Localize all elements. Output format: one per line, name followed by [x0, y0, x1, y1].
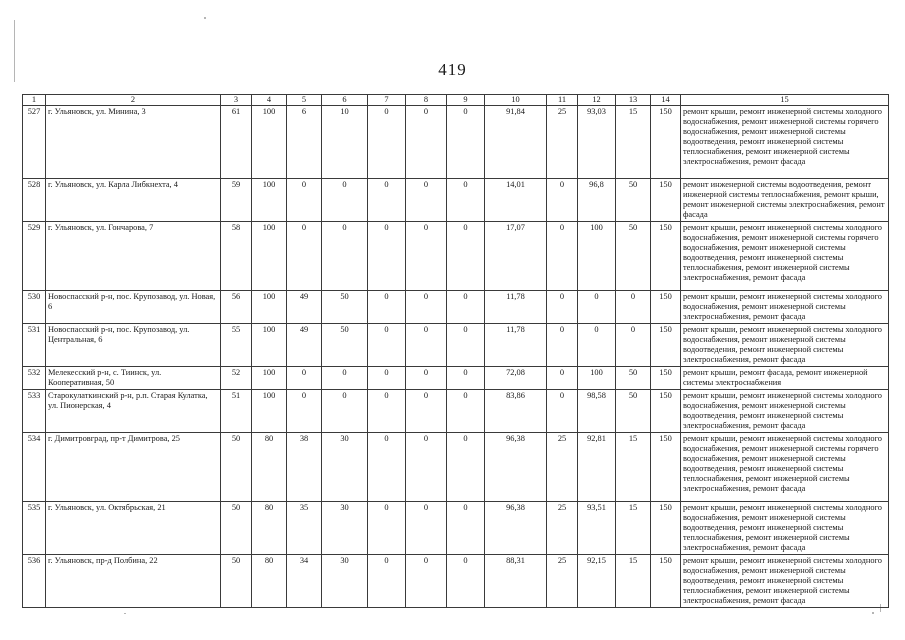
- column-number: 2: [46, 95, 221, 106]
- value-c3: 59: [221, 179, 252, 222]
- value-c6: 30: [322, 555, 368, 608]
- value-c9: 0: [447, 555, 485, 608]
- value-c6: 50: [322, 291, 368, 324]
- works-list-cell: ремонт крыши, ремонт инженерной системы холодного водоснабжения, ремонт инженерной системы водоотведения, ремонт инженерной системы электроснабжения, ремонт фасада: [681, 390, 889, 433]
- table-header: [23, 95, 889, 106]
- value-c9: 0: [447, 222, 485, 291]
- value-c14: 150: [651, 502, 681, 555]
- value-c11: 0: [547, 291, 578, 324]
- value-c6: 0: [322, 222, 368, 291]
- row-number: 535: [23, 502, 46, 555]
- value-c3: 51: [221, 390, 252, 433]
- table-row: [23, 390, 889, 433]
- value-c14: 150: [651, 555, 681, 608]
- works-list-cell: ремонт крыши, ремонт фасада, ремонт инженерной системы электроснабжения: [681, 367, 889, 390]
- value-c14: 150: [651, 179, 681, 222]
- value-c3: 58: [221, 222, 252, 291]
- value-c10: 88,31: [485, 555, 547, 608]
- table-row: [23, 324, 889, 367]
- value-c12: 96,8: [578, 179, 616, 222]
- value-c5: 34: [287, 555, 322, 608]
- value-c5: 0: [287, 222, 322, 291]
- table-row: [23, 555, 889, 608]
- works-list-cell: ремонт крыши, ремонт инженерной системы холодного водоснабжения, ремонт инженерной системы горячего водоснабжения, ремонт инженерной системы водоотведения, ремонт инженерной системы теплоснабжения, ремонт инженерной системы электроснабжения, ремонт фасада: [681, 433, 889, 502]
- value-c7: 0: [368, 106, 406, 179]
- value-c6: 50: [322, 324, 368, 367]
- value-c14: 150: [651, 324, 681, 367]
- value-c13: 15: [616, 106, 651, 179]
- row-number: 532: [23, 367, 46, 390]
- value-c5: 38: [287, 433, 322, 502]
- value-c10: 96,38: [485, 502, 547, 555]
- value-c13: 0: [616, 291, 651, 324]
- value-c11: 0: [547, 390, 578, 433]
- value-c4: 100: [252, 367, 287, 390]
- value-c10: 83,86: [485, 390, 547, 433]
- value-c5: 0: [287, 367, 322, 390]
- value-c13: 15: [616, 555, 651, 608]
- value-c3: 50: [221, 502, 252, 555]
- address-cell: г. Ульяновск, ул. Гончарова, 7: [46, 222, 221, 291]
- address-cell: г. Ульяновск, ул. Октябрьская, 21: [46, 502, 221, 555]
- value-c6: 30: [322, 433, 368, 502]
- address-cell: г. Ульяновск, пр-д Полбина, 22: [46, 555, 221, 608]
- column-number: 11: [547, 95, 578, 106]
- address-cell: Мелекесский р-н, с. Тиинск, ул. Кооперативная, 50: [46, 367, 221, 390]
- value-c7: 0: [368, 179, 406, 222]
- value-c13: 50: [616, 390, 651, 433]
- column-number: 10: [485, 95, 547, 106]
- value-c12: 98,58: [578, 390, 616, 433]
- value-c7: 0: [368, 390, 406, 433]
- value-c8: 0: [406, 502, 447, 555]
- value-c4: 100: [252, 106, 287, 179]
- table-row: [23, 106, 889, 179]
- value-c8: 0: [406, 291, 447, 324]
- value-c7: 0: [368, 502, 406, 555]
- address-cell: Новоспасский р-н, пос. Крупозавод, ул. Новая, 6: [46, 291, 221, 324]
- value-c8: 0: [406, 433, 447, 502]
- value-c4: 100: [252, 291, 287, 324]
- value-c3: 50: [221, 433, 252, 502]
- value-c12: 92,81: [578, 433, 616, 502]
- column-number: 9: [447, 95, 485, 106]
- page-number: 419: [438, 60, 467, 79]
- value-c12: 0: [578, 324, 616, 367]
- value-c13: 50: [616, 222, 651, 291]
- value-c8: 0: [406, 324, 447, 367]
- address-cell: г. Димитровград, пр-т Димитрова, 25: [46, 433, 221, 502]
- value-c10: 91,84: [485, 106, 547, 179]
- address-cell: Новоспасский р-н, пос. Крупозавод, ул. Центральная, 6: [46, 324, 221, 367]
- row-number: 530: [23, 291, 46, 324]
- value-c14: 150: [651, 367, 681, 390]
- table-row: [23, 367, 889, 390]
- value-c5: 0: [287, 390, 322, 433]
- value-c12: 100: [578, 367, 616, 390]
- column-number: 7: [368, 95, 406, 106]
- address-cell: г. Ульяновск, ул. Карла Либкнехта, 4: [46, 179, 221, 222]
- value-c3: 52: [221, 367, 252, 390]
- value-c7: 0: [368, 291, 406, 324]
- value-c8: 0: [406, 222, 447, 291]
- value-c9: 0: [447, 179, 485, 222]
- value-c5: 35: [287, 502, 322, 555]
- address-cell: Старокулаткинский р-н, р.п. Старая Кулатка, ул. Пионерская, 4: [46, 390, 221, 433]
- value-c14: 150: [651, 291, 681, 324]
- value-c13: 15: [616, 433, 651, 502]
- value-c9: 0: [447, 502, 485, 555]
- scan-dot: [872, 612, 874, 614]
- value-c12: 93,51: [578, 502, 616, 555]
- table-row: [23, 502, 889, 555]
- value-c5: 0: [287, 179, 322, 222]
- value-c9: 0: [447, 433, 485, 502]
- value-c4: 100: [252, 390, 287, 433]
- value-c4: 100: [252, 222, 287, 291]
- row-number: 533: [23, 390, 46, 433]
- value-c7: 0: [368, 324, 406, 367]
- value-c6: 0: [322, 179, 368, 222]
- value-c11: 25: [547, 106, 578, 179]
- value-c3: 56: [221, 291, 252, 324]
- value-c3: 50: [221, 555, 252, 608]
- register-table: [22, 94, 889, 608]
- value-c7: 0: [368, 433, 406, 502]
- value-c14: 150: [651, 222, 681, 291]
- value-c8: 0: [406, 555, 447, 608]
- value-c7: 0: [368, 367, 406, 390]
- works-list-cell: ремонт крыши, ремонт инженерной системы холодного водоснабжения, ремонт инженерной системы водоотведения, ремонт инженерной системы теплоснабжения, ремонт инженерной системы электроснабжения, ремонт фасада: [681, 502, 889, 555]
- value-c6: 10: [322, 106, 368, 179]
- column-number: 14: [651, 95, 681, 106]
- table-row: [23, 179, 889, 222]
- value-c11: 0: [547, 179, 578, 222]
- value-c3: 55: [221, 324, 252, 367]
- value-c6: 0: [322, 390, 368, 433]
- value-c4: 80: [252, 433, 287, 502]
- value-c11: 25: [547, 502, 578, 555]
- table-body: [23, 106, 889, 608]
- column-number: 3: [221, 95, 252, 106]
- value-c10: 11,78: [485, 291, 547, 324]
- value-c9: 0: [447, 324, 485, 367]
- value-c8: 0: [406, 179, 447, 222]
- works-list-cell: ремонт крыши, ремонт инженерной системы холодного водоснабжения, ремонт инженерной системы водоотведения, ремонт инженерной системы электроснабжения, ремонт фасада: [681, 324, 889, 367]
- value-c10: 11,78: [485, 324, 547, 367]
- value-c10: 14,01: [485, 179, 547, 222]
- value-c4: 100: [252, 179, 287, 222]
- value-c11: 0: [547, 324, 578, 367]
- works-list-cell: ремонт крыши, ремонт инженерной системы холодного водоснабжения, ремонт инженерной системы горячего водоснабжения, ремонт инженерной системы водоотведения, ремонт инженерной системы теплоснабжения, ремонт инженерной системы электроснабжения, ремонт фасада: [681, 222, 889, 291]
- value-c14: 150: [651, 106, 681, 179]
- value-c14: 150: [651, 433, 681, 502]
- scan-dot: [204, 17, 206, 19]
- value-c12: 100: [578, 222, 616, 291]
- column-number: 4: [252, 95, 287, 106]
- address-cell: г. Ульяновск, ул. Минина, 3: [46, 106, 221, 179]
- row-number: 528: [23, 179, 46, 222]
- value-c7: 0: [368, 222, 406, 291]
- value-c10: 72,08: [485, 367, 547, 390]
- row-number: 531: [23, 324, 46, 367]
- value-c11: 0: [547, 367, 578, 390]
- value-c5: 6: [287, 106, 322, 179]
- value-c11: 0: [547, 222, 578, 291]
- value-c12: 92,15: [578, 555, 616, 608]
- scan-dot: [124, 613, 126, 614]
- value-c8: 0: [406, 390, 447, 433]
- column-number-row: [23, 95, 889, 106]
- value-c13: 15: [616, 502, 651, 555]
- value-c7: 0: [368, 555, 406, 608]
- works-list-cell: ремонт инженерной системы водоотведения, ремонт инженерной системы теплоснабжения, ремонт крыши, ремонт инженерной системы электроснабжения, ремонт фасада: [681, 179, 889, 222]
- column-number: 6: [322, 95, 368, 106]
- works-list-cell: ремонт крыши, ремонт инженерной системы холодного водоснабжения, ремонт инженерной системы горячего водоснабжения, ремонт инженерной системы водоотведения, ремонт инженерной системы теплоснабжения, ремонт инженерной системы электроснабжения, ремонт фасада: [681, 106, 889, 179]
- value-c13: 50: [616, 179, 651, 222]
- value-c12: 93,03: [578, 106, 616, 179]
- column-number: 1: [23, 95, 46, 106]
- column-number: 5: [287, 95, 322, 106]
- table-row: [23, 433, 889, 502]
- row-number: 534: [23, 433, 46, 502]
- column-number: 8: [406, 95, 447, 106]
- value-c5: 49: [287, 291, 322, 324]
- value-c9: 0: [447, 106, 485, 179]
- works-list-cell: ремонт крыши, ремонт инженерной системы холодного водоснабжения, ремонт инженерной системы электроснабжения, ремонт фасада: [681, 291, 889, 324]
- table-row: [23, 291, 889, 324]
- value-c12: 0: [578, 291, 616, 324]
- value-c4: 100: [252, 324, 287, 367]
- value-c3: 61: [221, 106, 252, 179]
- value-c13: 50: [616, 367, 651, 390]
- value-c11: 25: [547, 433, 578, 502]
- row-number: 529: [23, 222, 46, 291]
- value-c14: 150: [651, 390, 681, 433]
- row-number: 527: [23, 106, 46, 179]
- value-c6: 30: [322, 502, 368, 555]
- value-c10: 96,38: [485, 433, 547, 502]
- value-c13: 0: [616, 324, 651, 367]
- value-c4: 80: [252, 502, 287, 555]
- value-c5: 49: [287, 324, 322, 367]
- value-c11: 25: [547, 555, 578, 608]
- value-c9: 0: [447, 367, 485, 390]
- value-c8: 0: [406, 367, 447, 390]
- value-c9: 0: [447, 291, 485, 324]
- table-row: [23, 222, 889, 291]
- row-number: 536: [23, 555, 46, 608]
- value-c6: 0: [322, 367, 368, 390]
- value-c9: 0: [447, 390, 485, 433]
- value-c4: 80: [252, 555, 287, 608]
- value-c10: 17,07: [485, 222, 547, 291]
- column-number: 15: [681, 95, 889, 106]
- column-number: 12: [578, 95, 616, 106]
- value-c8: 0: [406, 106, 447, 179]
- works-list-cell: ремонт крыши, ремонт инженерной системы холодного водоснабжения, ремонт инженерной системы водоотведения, ремонт инженерной системы теплоснабжения, ремонт инженерной системы электроснабжения, ремонт фасада: [681, 555, 889, 608]
- column-number: 13: [616, 95, 651, 106]
